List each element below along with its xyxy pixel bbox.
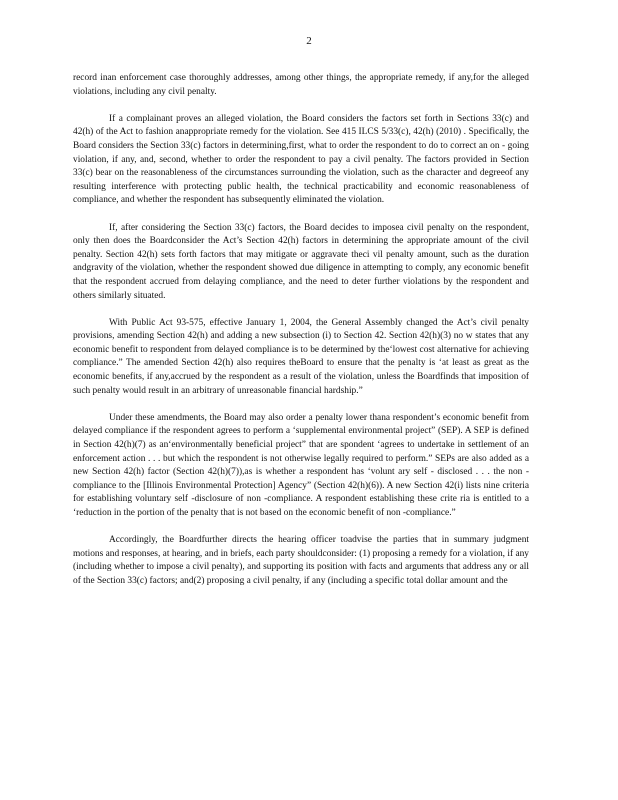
paragraph-hearing-officer-directions: Accordingly, the Boardfurther directs the hearing officer toadvise the parties that in summary judgment motions and responses, at hearing, and in briefs, each party shouldconsider: (1) proposing a remedy for a violation, if any (including whether to impose a civil penalty), and supporting its position with facts and arguments that address any or all of the Section 33(c) factors; and(2) proposing a civil penalty, if any (including a specific total dollar amount and the (73, 535, 529, 586)
page-number: 2 (306, 35, 312, 47)
body-text (73, 72, 529, 602)
paragraph-remedy-factors: If a complainant proves an alleged violation, the Board considers the factors set forth in Sections 33(c) and 42(h) of the Act to fashion anappropriate remedy for the violation. See 415 ILCS 5/33(c), 42(h) (2010) . Specifically, the Board considers the Section 33(c) factors in determining,first, what to order the respondent to do to correct an on - going violation, if any, and, second, whether to order the respondent to pay a civil penalty. The factors provided in Section 33(c) bear on the reasonableness of the circumstances surrounding the violation, such as the character and degreeof any resulting interference with protecting public health, the technical practicability and economic reasonableness of compliance, and whether the respondent has subsequently eliminated the violation. (73, 113, 529, 206)
paragraph-continuation: record inan enforcement case thoroughly addresses, among other things, the appropriate remedy, if any,for the alleged violations, including any civil penalty. (73, 73, 529, 97)
paragraph-public-act: With Public Act 93-575, effective January 1, 2004, the General Assembly changed the Act’s civil penalty provisions, amending Section 42(h) and adding a new subsection (i) to Section 42. Section 42(h)(3) no w states that any economic benefit to respondent from delayed compliance is to be determined by the‘lowest cost alternative for achieving compliance.” The amended Section 42(h) also requires theBoard to ensure that the penalty is ‘at least as great as the economic benefits, if any,accrued by the respondent as a result of the violation, unless the Boardfinds that imposition of such penalty would result in an arbitrary of unreasonable financial hardship.” (73, 317, 529, 396)
paragraph-civil-penalty: If, after considering the Section 33(c) factors, the Board decides to imposea civil penalty on the respondent, only then does the Boardconsider the Act’s Section 42(h) factors in determining the appropriate amount of the civil penalty. Section 42(h) sets forth factors that may mitigate or aggravate theci vil penalty amount, such as the duration andgravity of the violation, whether the respondent showed due diligence in attempting to comply, any economic benefit that the respondent accrued from delaying compliance, and the need to deter further violations by the respondent and others similarly situated. (73, 222, 529, 301)
paragraph-amendments-sep: Under these amendments, the Board may also order a penalty lower thana respondent’s economic benefit from delayed compliance if the respondent agrees to perform a ‘supplemental environmental project” (SEP). A SEP is defined in Section 42(h)(7) as an‘environmentally beneficial project” that are spondent ‘agrees to undertake in settlement of an enforcement action . . . but which the respondent is not otherwise legally required to perform.” SEPs are also added as a new Section 42(h) factor (Section 42(h)(7)),as is whether a respondent has ‘volunt ary self - disclosed . . . the non -compliance to the [Illinois Environmental Protection] Agency” (Section 42(h)(6)). A new Section 42(i) lists nine criteria for establishing voluntary self -disclosure of non -compliance. A respondent establishing these crite ria is entitled to a ‘reduction in the portion of the penalty that is not based on the economic benefit of non -compliance.” (73, 412, 529, 518)
